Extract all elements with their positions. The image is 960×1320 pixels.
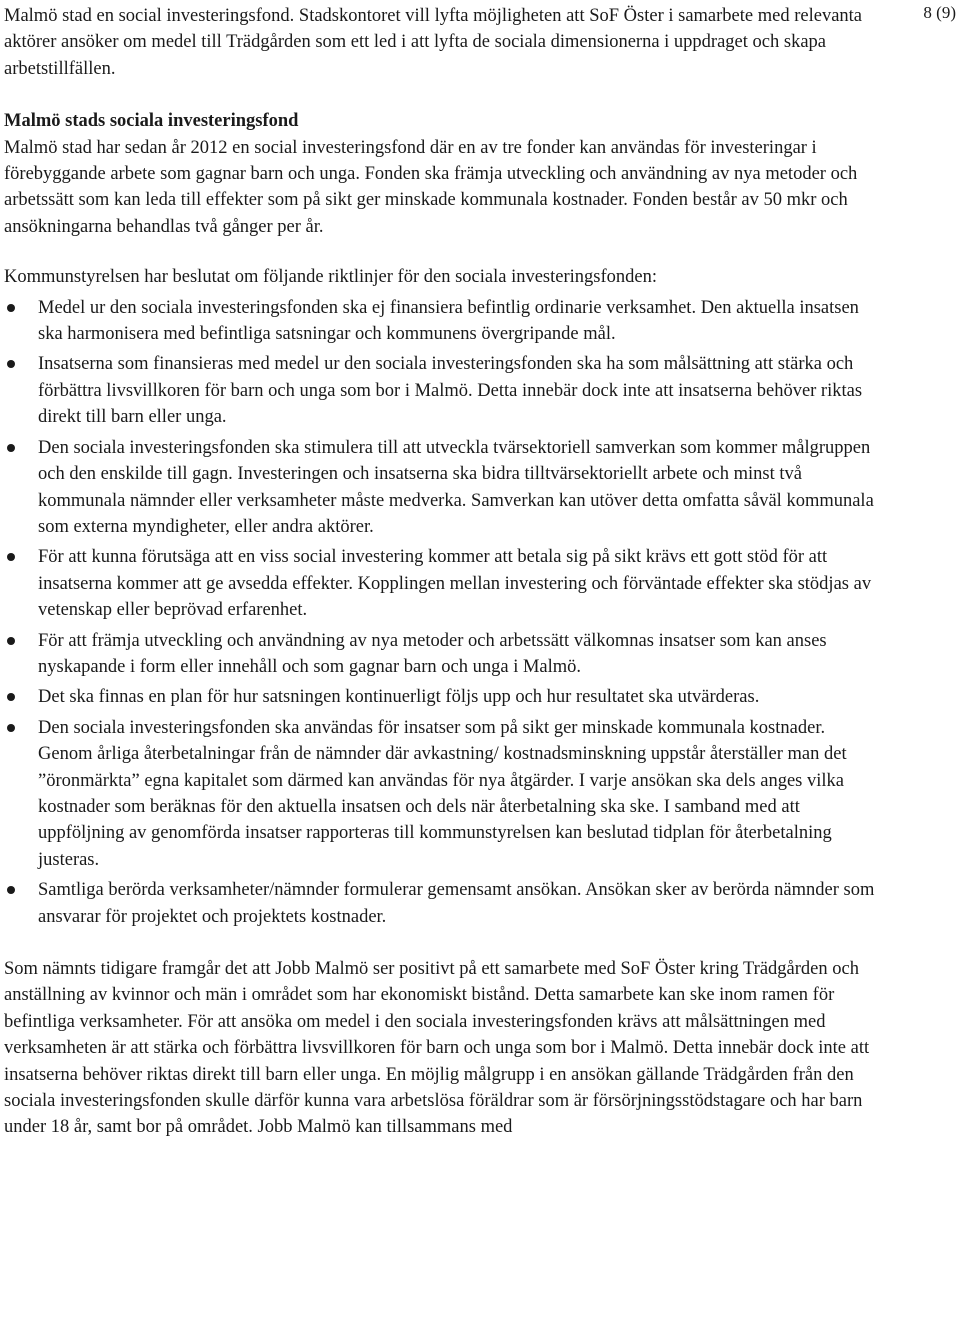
guideline-text: Det ska finnas en plan för hur satsningen kontinuerligt följs upp och hur resultatet ska utvärderas. [38, 687, 760, 708]
guideline-text: Samtliga berörda verksamheter/nämnder formulerar gemensamt ansökan. Ansökan sker av berörda nämnder som ansvarar för projektet och projektets kostnader. [38, 880, 875, 927]
guideline-item [4, 628, 884, 681]
bullet-icon [7, 444, 15, 452]
bullet-icon [7, 553, 15, 561]
guideline-item [4, 544, 884, 623]
guideline-item [4, 877, 884, 930]
bullet-icon [7, 637, 15, 645]
guideline-text: För att kunna förutsäga att en viss social investering kommer att betala sig på sikt krävs ett gott stöd för att insatserna kommer att ge avsedda effekter. Kopplingen mellan investering och förväntade effekter ska stödjas av vetenskap eller beprövad erfarenhet. [38, 547, 872, 621]
guideline-text: Insatserna som finansieras med medel ur den sociala investeringsfonden ska ha som målsättning att stärka och förbättra livsvillkoren för barn och unga som bor i Malmö. Detta innebär dock inte att insatserna behöver riktas direkt till barn eller unga. [38, 354, 863, 428]
bullet-icon [7, 724, 15, 732]
bullet-icon [7, 360, 15, 368]
guideline-text: Den sociala investeringsfonden ska användas för insatser som på sikt ger minskade kommunala kostnader. Genom årliga återbetalningar från de nämnder där avkastning/ kostnadsminskning uppstår återställer man det ”öronmärkta” egna kapitalet som därmed kan användas för nya åtgärder. I varje ansökan ska dels anges vilka kostnader som beräknas för den aktuella insatsen och dels när återbetalning ska ske. I samband med att uppföljning av genomförda insatser rapporteras till kommunstyrelsen kan beslutad tidplan för återbetalning justeras. [38, 717, 847, 870]
section-paragraph: Malmö stad har sedan år 2012 en social investeringsfond där en av tre fonder kan användas för investeringar i förebyggande arbete som gagnar barn och unga. Fonden ska främja utveckling och användning av nya metoder och arbetssätt som kan leda till effekter som på sikt ger minskade kommunala kostnader. Fonden består av 50 mkr och ansökningarna behandlas två gånger per år. [4, 137, 858, 237]
intro-paragraph: Malmö stad en social investeringsfond. Stadskontoret vill lyfta möjligheten att SoF Öster i samarbete med relevanta aktörer ansöker om medel till Trädgården som ett led i att lyfta de sociala dimensionerna i uppdraget och skapa arbetstillfällen. [4, 6, 863, 79]
guideline-text: Den sociala investeringsfonden ska stimulera till att utveckla tvärsektoriell samverkan som kommer målgruppen och den enskilde till gagn. Investeringen och insatserna ska bidra tilltvärsektoriellt arbete och minst två kommunala nämnder eller verksamheter måste medverka. Samverkan kan utöver detta omfatta såväl kommunala som externa myndigheter, eller andra aktörer. [38, 437, 874, 537]
bullet-icon [7, 693, 15, 701]
document-body [4, 3, 884, 1141]
guideline-item [4, 295, 884, 348]
section-heading: Malmö stads sociala investeringsfond [4, 111, 299, 132]
guideline-text: Medel ur den sociala investeringsfonden ska ej finansiera befintlig ordinarie verksamhet. Den aktuella insatsen ska harmonisera med befintliga satsningar och kommunens övergripande mål. [38, 297, 859, 345]
guideline-item [4, 715, 884, 873]
guideline-item [4, 435, 884, 541]
closing-paragraph: Som nämnts tidigare framgår det att Jobb Malmö ser positivt på ett samarbete med SoF Öster kring Trädgården och anställning av kvinnor och män i området som har ekonomiskt bistånd. Detta samarbete kan ske inom ramen för befintliga verksamheter. För att ansöka om medel i den sociala investeringsfonden krävs att målsättningen med verksamheten är att stärka och förbättra livsvillkoren för barn och unga som bor i Malmö. Detta innebär dock inte att insatserna behöver riktas direkt till barn eller unga. En möjlig målgrupp i en ansökan gällande Trädgården från den sociala investeringsfonden skulle därför kunna vara arbetslösa föräldrar som är försörjningsstödstagare och har barn under 18 år, samt bor på området. Jobb Malmö kan tillsammans med [4, 959, 870, 1138]
guideline-item [4, 351, 884, 430]
guideline-text: För att främja utveckling och användning av nya metoder och arbetssätt välkomnas insatser som kan anses nyskapande i form eller innehåll och som gagnar barn och unga i Malmö. [38, 630, 827, 677]
bullet-icon [7, 886, 15, 894]
bullet-icon [7, 304, 15, 312]
guidelines-intro: Kommunstyrelsen har beslutat om följande riktlinjer för den sociala investeringsfonden: [4, 267, 657, 288]
guideline-item [4, 684, 884, 710]
page-number: 8 (9) [923, 3, 956, 22]
guidelines-list [4, 295, 884, 930]
